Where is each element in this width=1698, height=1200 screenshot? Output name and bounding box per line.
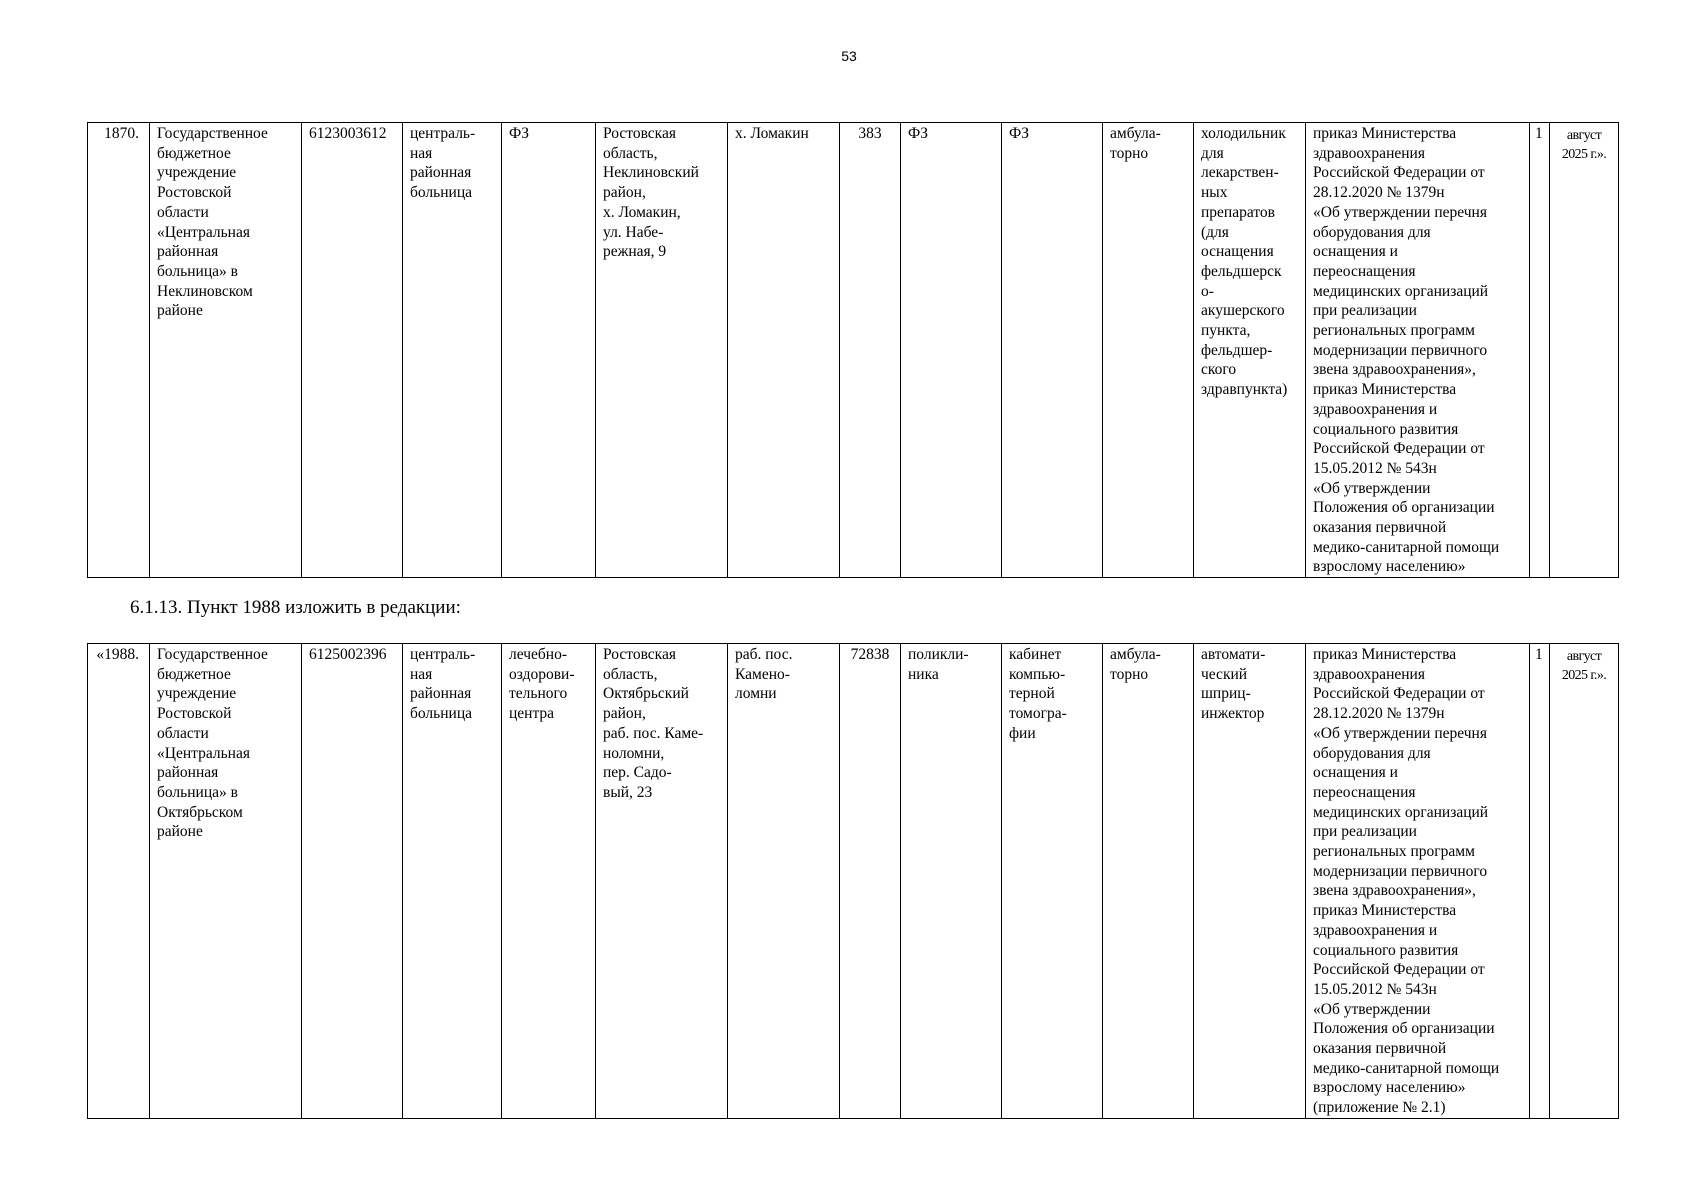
population: 383 xyxy=(840,123,901,578)
table-row xyxy=(88,123,1619,578)
population: 72838 xyxy=(840,644,901,1119)
quantity: 1 xyxy=(1530,123,1550,578)
legal-basis: приказ Министерства здравоохранения Российской Федерации от 28.12.2020 № 1379н «Об утверждении перечня оборудования для оснащения и переоснащения медицинских организаций при реализации региональных программ модернизации первичного звена здравоохранения», приказ Министерства здравоохранения и социального развития Российской Федерации от 15.05.2012 № 543н «Об утверждении Положения об организации оказания первичной медико-санитарной помощи взрослому населению» (приложение № 2.1) xyxy=(1306,644,1530,1119)
subdivision: ФЗ xyxy=(901,123,1002,578)
unit-name: ФЗ xyxy=(502,123,596,578)
subdivision: поликли- ника xyxy=(901,644,1002,1119)
entry-number: «1988. xyxy=(88,644,150,1119)
institution-type: централь- ная районная больница xyxy=(403,644,502,1119)
legal-basis: приказ Министерства здравоохранения Российской Федерации от 28.12.2020 № 1379н «Об утверждении перечня оборудования для оснащения и переоснащения медицинских организаций при реализации региональных программ модернизации первичного звена здравоохранения», приказ Министерства здравоохранения и социального развития Российской Федерации от 15.05.2012 № 543н «Об утверждении Положения об организации оказания первичной медико-санитарной помощи взрослому населению» xyxy=(1306,123,1530,578)
equipment: автомати- ческий шприц- инжектор xyxy=(1194,644,1306,1119)
deadline: август 2025 г.». xyxy=(1550,644,1619,1119)
care-form: амбула- торно xyxy=(1103,644,1194,1119)
registry-table-entry-1870 xyxy=(87,122,1619,578)
address: Ростовская область, Октябрьский район, раб. пос. Каме- ноломни, пер. Садо- вый, 23 xyxy=(596,644,728,1119)
entry-number: 1870. xyxy=(88,123,150,578)
deadline: август 2025 г.». xyxy=(1550,123,1619,578)
locality: раб. пос. Камено- ломни xyxy=(728,644,840,1119)
equipment: холодильник для лекарствен- ных препаратов (для оснащения фельдшерск о- акушерского пункта, фельдшер- ского здравпункта) xyxy=(1194,123,1306,578)
institution-name: Государственное бюджетное учреждение Ростовской области «Центральная районная больница» в Неклиновском районе xyxy=(150,123,302,578)
care-form: амбула- торно xyxy=(1103,123,1194,578)
quantity: 1 xyxy=(1530,644,1550,1119)
address: Ростовская область, Неклиновский район, х. Ломакин, ул. Набе- режная, 9 xyxy=(596,123,728,578)
institution-type: централь- ная районная больница xyxy=(403,123,502,578)
unit-name: лечебно- оздорови- тельного центра xyxy=(502,644,596,1119)
inn-code: 6125002396 xyxy=(302,644,403,1119)
inn-code: 6123003612 xyxy=(302,123,403,578)
locality: х. Ломакин xyxy=(728,123,840,578)
room: ФЗ xyxy=(1002,123,1103,578)
section-heading: 6.1.13. Пункт 1988 изложить в редакции: xyxy=(130,597,461,618)
page-number: 53 xyxy=(841,48,857,64)
institution-name: Государственное бюджетное учреждение Ростовской области «Центральная районная больница» в Октябрьском районе xyxy=(150,644,302,1119)
table-row xyxy=(88,644,1619,1119)
room: кабинет компью- терной томогра- фии xyxy=(1002,644,1103,1119)
registry-table-entry-1988 xyxy=(87,643,1619,1119)
